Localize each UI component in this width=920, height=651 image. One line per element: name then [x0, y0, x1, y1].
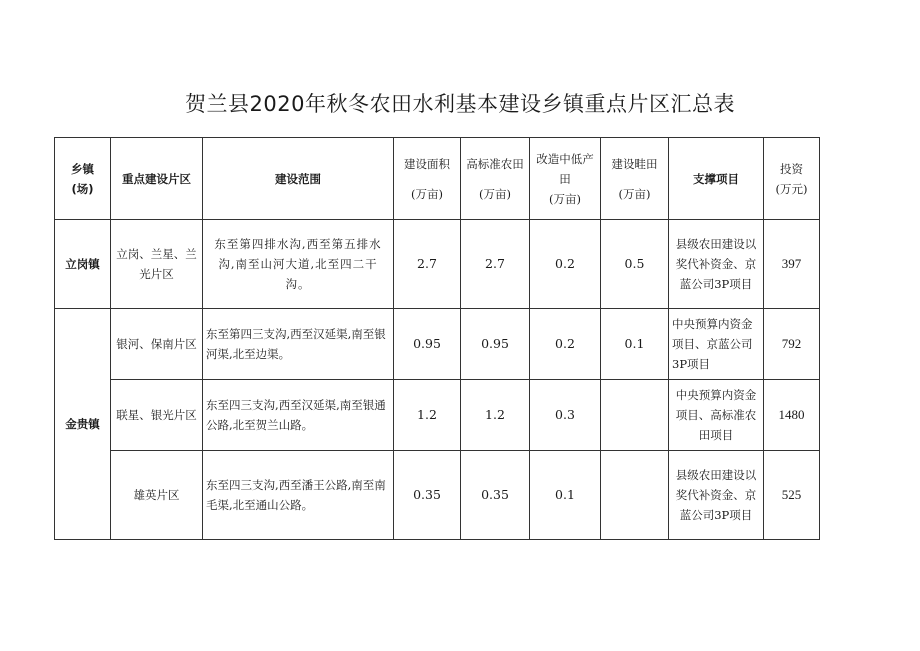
header-improve: 改造中低产 田 (万亩) — [530, 138, 601, 220]
table-row — [55, 451, 820, 540]
ridge-cell — [601, 380, 669, 451]
invest-cell: 1480 — [764, 380, 820, 451]
scope-cell: 东至第四排水沟,西至第五排水沟,南至山河大道,北至四二干沟。 — [203, 220, 394, 309]
zone-cell: 银河、保南片区 — [111, 309, 203, 380]
improve-cell: 0.1 — [530, 451, 601, 540]
header-scope: 建设范围 — [203, 138, 394, 220]
area-cell: 2.7 — [394, 220, 461, 309]
header-support: 支撑项目 — [669, 138, 764, 220]
area-cell: 1.2 — [394, 380, 461, 451]
header-zone: 重点建设片区 — [111, 138, 203, 220]
scope-cell: 东至第四三支沟,西至汉延渠,南至银河渠,北至边渠。 — [203, 309, 394, 380]
header-town: 乡镇 (场) — [55, 138, 111, 220]
ridge-cell: 0.1 — [601, 309, 669, 380]
support-cell: 中央预算内资金项目、京蓝公司3P项目 — [669, 309, 764, 380]
summary-table — [54, 137, 820, 540]
support-cell: 县级农田建设以奖代补资金、京蓝公司3P项目 — [669, 220, 764, 309]
town-ligang: 立岗镇 — [55, 220, 111, 309]
header-row — [55, 138, 820, 220]
invest-cell: 397 — [764, 220, 820, 309]
high-standard-cell: 0.95 — [461, 309, 530, 380]
invest-cell: 525 — [764, 451, 820, 540]
invest-cell: 792 — [764, 309, 820, 380]
zone-cell: 立岗、兰星、兰光片区 — [111, 220, 203, 309]
ridge-cell: 0.5 — [601, 220, 669, 309]
town-jingui: 金贵镇 — [55, 309, 111, 540]
area-cell: 0.95 — [394, 309, 461, 380]
support-cell: 中央预算内资金项目、高标准农田项目 — [669, 380, 764, 451]
ridge-cell — [601, 451, 669, 540]
table-row — [55, 380, 820, 451]
area-cell: 0.35 — [394, 451, 461, 540]
high-standard-cell: 0.35 — [461, 451, 530, 540]
support-cell: 县级农田建设以奖代补资金、京蓝公司3P项目 — [669, 451, 764, 540]
scope-cell: 东至四三支沟,西至潘王公路,南至南毛渠,北至通山公路。 — [203, 451, 394, 540]
improve-cell: 0.2 — [530, 220, 601, 309]
high-standard-cell: 1.2 — [461, 380, 530, 451]
header-area: 建设面积 (万亩) — [394, 138, 461, 220]
high-standard-cell: 2.7 — [461, 220, 530, 309]
header-invest: 投资 (万元) — [764, 138, 820, 220]
table-row — [55, 220, 820, 309]
document-title: 贺兰县2020年秋冬农田水利基本建设乡镇重点片区汇总表 — [185, 92, 735, 116]
improve-cell: 0.2 — [530, 309, 601, 380]
table-row — [55, 309, 820, 380]
header-ridge: 建设畦田 (万亩) — [601, 138, 669, 220]
improve-cell: 0.3 — [530, 380, 601, 451]
scope-cell: 东至四三支沟,西至汉延渠,南至银通公路,北至贺兰山路。 — [203, 380, 394, 451]
zone-cell: 雄英片区 — [111, 451, 203, 540]
header-high-standard: 高标准农田 (万亩) — [461, 138, 530, 220]
zone-cell: 联星、银光片区 — [111, 380, 203, 451]
